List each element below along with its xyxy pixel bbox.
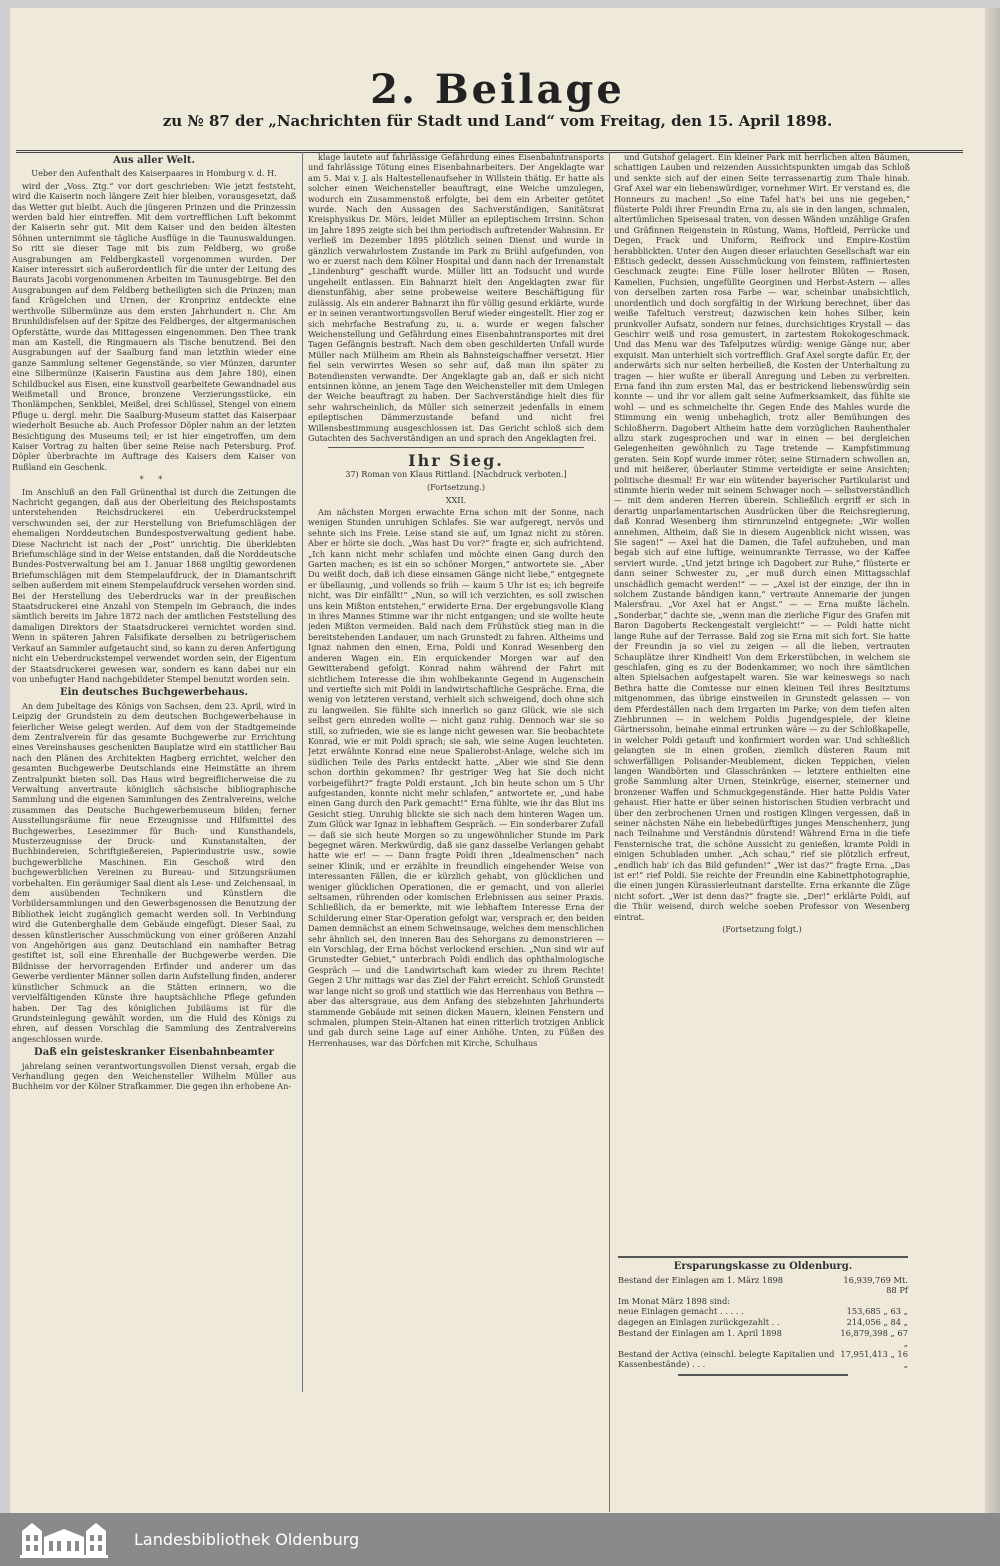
heading-buchgewerbehaus: Ein deutsches Buchgewerbehaus. [59, 687, 249, 699]
story-text-cont: und Gutshof gelagert. Ein kleiner Park mit herrlichen alten Bäumen, schattigen Lauben und reizenden Aussichtspunkten umgab das Schloß und senkte sich auf der einen Seite terrassenartig zum Thale hinab. Graf Axel war ein liebenswürdiger, vornehmer Wirt. Er verstand es, die Honneurs zu machen! „So eine Tafel hat's bei uns nie gegeben,“ flüsterte Poldi ihrer Freundin Erna zu, als sie in den langen, schmalen, altertümlichen Speisesaal traten, von dessen Wänden unzählige Grafen und Gräfinnen Reigenstein in Rüstung, Wams, Hoftleid, Perrücke und Degen, Frack und Uniform, Reifrock und Empire-Kostüm herabblickten. Unter den Augen dieser erlauchten Gesellschaft war ein Eßtisch gedeckt, dessen Ausschmückung von feinstem, raffiniertesten Geschmack zeugte: Eine Fülle loser hellroter Blüten — Rosen, Kamelien, Fuchsien, ungefüllte Georginen und Herbst-Astern — alles von derselben zarten rosa Farbe — war, scheinbar unabsichtlich, unordentlich und doch sorgfältig in der Wirkung berechnet, über das weiße Tafeltuch verstreut; dazwischen kein hohes Silber, kein prunkvoller Aufsatz, sondern nur feines, durchsichtiges Krystall — das Geschirr weiß und rosa gemustert, in zartestem Rokokogeschmack. Und das Menu war des Tafelputzes würdig: wenige Gänge nur, aber exquisit. Man unterhielt sich vortrefflich. Graf Axel sorgte dafür. Er, der anderwärts sich nur selten herbeiließ, die Kosten der Unterhaltung zu tragen — hier wußte er überall Anregung und Leben zu verbreiten. Erna fand ihn zum ersten Mal, das er bestrickend liebenswürdig sein konnte — und ihr vor allem galt seine Aufmerksamkeit, das fühlte sie wohl — und es schmeichelte ihr. Gegen Ende des Mahles wurde die Stimmung ein wenig unbehaglich, trotz aller Bemühungen des Schloßherrn. Dagobert Altheim hatte dem vorzüglichen Rauhenthaler allzu stark zugesprochen und war in einen — bei dergleichen Gelegenheiten gewöhnlich zu Tage tretende — Kampfstimmung geraten. Sein Kopf wurde immer röter, seine Stirnadern schwollen an, und mit heißerer, überlauter Stimme verteidigte er seine Ansichten; politische diesmal! Er war ein wütender bayerischer Partikularist und stimmte hierin weder mit seinem Schwager noch — selbstverständlich — mit dem anderen Herren überein. Schließlich ergriff er sich in derartig unparlamentarischen Ausdrücken über die Reichsregierung, daß Konrad Wesenberg ihm stirnrunzelnd entgegnete: „Wir wollen annehmen, Altheim, daß Sie in diesem Augenblick nicht wissen, was Sie sagen!“ — Axel hat die Damen, die Tafel aufzuheben, und man begab sich auf eine luftige, weinumrankte Terrasse, wo der Kaffee serviert wurde. „Und jetzt bringe ich Dagobert zur Ruhe,“ flüsterte er dann seiner Schwester zu, „er muß durch einen Mittagsschlaf unschädlich gemacht werden!“ — — „Axel ist der einzige, der ihn in solchem Zustande bändigen kann,“ vertraute Annemarie der jungen Malersfrau. „Vor Axel hat er Angst.“ — — Erna mußte lächeln. „Sonderbar,“ dachte sie, „wenn man die zierliche Figur des Grafen mit Baron Dagoberts Reckengestalt vergleicht!“ — — Poldi hatte nicht lange Ruhe auf der Terrasse. Bald zog sie Erna mit sich fort. Sie hatte der Freundin ja so viel zu zeigen — all die lieben, vertrauten Schauplätze ihrer Kindheit! Von dem Erkerstübchen, in welchem sie geschlafen, ging es zu der Bodenkammer, wo noch ihre sämtlichen alten Spielsachen aufgestapelt waren. Sie war keineswegs so nach Bethra hatte die Comtesse nur einen kleinen Teil ihres Besitztums mitgenommen, das übrige einstweilen in Grunstedt gelassen — von dem Pferdeställen nach dem Irrgarten im Parke; von dem tiefen alten Ziehbrunnen — in welchem Poldis Jugendgespiele, der kleine Gärtnerssohn, beinahe einmal ertrunken wäre — zu der Schloßkapelle, in welcher Poldi getauft und konfirmiert worden war. Und schließlich gelangten sie in einen großen, ziemlich düsteren Raum mit schwerfälligen Polisander-Meublement, dicken Teppichen, vielen langen Wandbörten und Glasschränken — letztere enthielten eine große Sammlung alter Urnen, Steinkrüge, eiserner, steinerner und bronzener Waffen und Schmuckgegenstände. Hier hatte Poldis Vater gehaust. Hier hatte er über seinen historischen Studien verbracht und über den zerbrochenen Urnen und rostigen Klingen vergessen, daß in seiner nächsten Nähe ein liebebedürftiges junges Menschenherz, jung nach Teilnahme und Verständnis dürstend! Während Erna in die tiefe Fensternische trat, die schöne Aussicht zu genießen, kramte Poldi in einigen Schubladen umher. „Ach schau,“ rief sie plötzlich erfreut, „endlich hab' ich das Bild gefunden!“ „Wer ist das?“ fragte Erna. „Das ist er!“ rief Poldi. Sie reichte der Freundin eine Kabinettphotographie, die einen jungen Kürassierleutnant darstellte. Erna erkannte die Züge nicht sofort. „Wer ist denn das?“ fragte sie. „Der!“ erklärte Poldi, auf die Thür weisend, durch welche soeben Professor von Wesenberg eintrat. [614, 152, 910, 922]
bank-row [618, 1306, 908, 1317]
separator-stars: * * [139, 474, 169, 485]
library-name: Landesbibliothek Oldenburg [134, 1530, 360, 1549]
story-to-be-continued: (Fortsetzung folgt.) [722, 924, 802, 935]
bank-row-label: Im Monat März 1898 sind: [618, 1295, 731, 1306]
story-byline [308, 469, 604, 480]
rule [678, 1374, 848, 1376]
story-text: Am nächsten Morgen erwachte Erna schon mit der Sonne, nach wenigen Stunden unruhigen Schlafes. Sie war aufgeregt, nervös und sehnte sich ins Freie. Leise stand sie auf, um Ignaz nicht zu stören. Aber er hörte sie doch. „Was hast Du vor?“ fragte er, sich aufrichtend. „Ich kann nicht mehr schlafen und möchte einen Gang durch den Garten machen; es ist ein so schöner Morgen,“ antwortete sie. „Aber Du weißt doch, daß ich diese einsamen Gänge nicht liebe,“ entgegnete er übellaunig, „und vollends so früh — kaum 5 Uhr ist es; ich begreife nicht, was Dir einfällt!“ „Nun, so will ich verzichten, es soll zwischen uns kein Mißton entstehen,“ erwiderte Erna. Der ergebungsvolle Klang in ihres Mannes Stimme war ihr nicht entgangen; und sie wollte heute jeden Mißton vermeiden. Bald nach dem Frühstück stieg man in die bereitstehenden Landauer, um nach Grunstedt zu fahren. Altheims und Ignaz nahmen den einen, Erna, Poldi und Konrad Wesenberg den anderen Wagen ein. Ein erquickender Morgen war auf den Gewitterabend gefolgt. Konrad nahm während der Fahrt mit sichtlichem Interesse die ihm wohlbekannte Gegend in Augenschein und vertiefte sich mit Poldi in landwirtschaftliche Gespräche. Erna, die wenig von letzteren verstand, verhielt sich schweigend, doch ohne sich zu langweilen. Sie fühlte sich innerlich so ganz Glück, wie sie sich selbst gern einreden wollte — nicht ganz ruhig. Dennoch war sie so still, so zufrieden, wie sie es lange nicht gewesen war. Sie beobachtete Konrad, wie er mit Poldi sprach; sie sah, wie seine Augen leuchteten. Jetzt erwähnte Konrad eine neue Spalierobst-Anlage, welche sich im südlichen Teile des Parks entdeckt hatte. „Aber wie sind Sie denn schon dorthin gekommen? Ihr gestriger Weg hat Sie doch nicht vorbeigeführt?“ fragte Poldi erstaunt. „Ich bin heute schon um 5 Uhr aufgestanden, konnte nicht mehr schlafen,“ antwortete er, „und habe einen Gang durch den Park gemacht!“ Erna fühlte, wie ihr das Blut ins Gesicht stieg. Unruhig blickte sie sich nach dem hinteren Wagen um. Zum Glück war Ignaz in lebhaftem Gespräch. — Ein sonderbarer Zufall — daß sie sich heute Morgen so zu ungewöhnlicher Stunde im Park begegnet wären. Merkwürdig, daß sie ganz dasselbe Verlangen gehabt hatte wie er! — — Dann fragte Poldi ihren „Idealmenschen“ nach seiner Klinik, und er erzählte in freundlich eingehender Weise von interessanten Fällen, die er kürzlich gehabt, von glücklichen und weniger glücklichen Operationen, die er gemacht, und von allerlei seltsamen, rührenden oder komischen Erlebnissen aus seiner Praxis. Schließlich, da er bemerkte, mit wie lebhaftem Interesse Erna der Schilderung einer Star-Operation gefolgt war, versprach er, den beiden Damen demnächst an einem Schweinsauge, welches dem menschlichen sehr ähnlich sei, den inneren Bau des Sehorgans zu demonstrieren — ein Vorschlag, der Erna höchst verlockend erschien. „Nun sind wir auf Grunstedter Gebiet,“ unterbrach Poldi endlich das ophthalmologische Gespräch — und die Landwirtschaft kam wieder zu ihrem Rechte! Gegen 2 Uhr mittags war das Ziel der Fahrt erreicht. Schloß Grunstedt war lange nicht so groß und stattlich wie das Herrenhaus von Bethra — aber das altersgraue, aus dem Anfang des siebzehnten Jahrhunderts stammende Gebäude mit seinen dicken Mauern, kleinen Fenstern und schmalen, plumpen Stein-Altanen hat einen ritterlich trotzigen Anblick und gab durch seine Lage auf einer Anhöhe. Unten, zu Füßen des Herrenhauses, war das Dörfchen mit Kirche, Schulhaus [308, 507, 604, 1048]
bank-row-value: 17,951,413 „ 16 „ [840, 1348, 908, 1370]
bank-row [618, 1275, 908, 1296]
column-divider-1 [302, 152, 303, 1392]
page-subtitle: zu № 87 der „Nachrichten für Stadt und Land“ vom Freitag, den 15. April 1898. [162, 112, 833, 130]
heading-aus-aller-welt: Aus aller Welt. [112, 155, 195, 166]
bank-row-value: 153,685 „ 63 „ [846, 1306, 908, 1317]
story-reprint-note: [Nachdruck verboten.] [473, 468, 567, 479]
rule [618, 1256, 908, 1258]
bank-row-label: Bestand der Einlagen am 1. März 1898 [618, 1274, 784, 1285]
bank-row-value: 16,879,398 „ 67 „ [840, 1327, 908, 1349]
savings-bank-title: Ersparungskasse zu Oldenburg. [673, 1261, 853, 1272]
article-buchgewerbehaus: An dem Jubeltage des Königs von Sachsen, dem 23. April, wird in Leipzig der Grundstein zu dem deutschen Buchgewerbehause in feierlicher Weise gelegt werden. Auf dem von der Stadtgemeinde dem Zentralverein für das gesamte Buchgewerbe zur Errichtung eines Vereinshauses geschenkten Bauplatze wird ein stattlicher Bau nach den Plänen des Architekten Hagberg errichtet, welcher den gesamten Buchgewerbe Deutschlands eine Heimstätte an ihrem Zentralpunkt bieten soll. Das Haus wird begreiflicherweise die zu Verwaltung anvertraute königlich sächsische bibliographische Sammlung und die eigenen Sammlungen des Zentralvereins, welche zusammen das Deutsche Buchgewerbemuseum bilden; ferner Ausstellungsräume für neue Erzeugnisse und Hilfsmittel des Buchgewerbes, Lesezimmer für Buch- und Kunsthandels, Musterzeugnisse der Druck- und Kunstanstalten, der Buchbindereien, Schriftgießereien, Papierindustrie usw., sowie buchgewerbliche Maschinen. Ein Geschoß wird den buchgewerblichen Vereinen zu Bureau- und Sitzungsräumen vorbehalten. Ein geräumiger Saal dient als Lese- und Zeichensaal, in dem ausübenden Technikern und Künstlern die Vorbildersammlungen und den Gewerbsgenossen die Benutzung der Bibliothek leicht zugänglich gemacht werden soll. In Verbindung wird die Gutenberghalle dem Gebäude eingefügt. Dieser Saal, zu dessen künstlerischer Ausschmückung von einer größeren Anzahl von Angehörigen aus ganz Deutschland ein namhafter Betrag gestiftet ist, soll eine Ehrenhalle der Buchgewerbe werden. Die Bildnisse der hervorragenden Erfinder und anderer um das Gewerbe verdienter Männer sollen darin Aufstellung finden, anderer künstlicher Schmuck an die Stätten erinnern, wo die vervielfältigenden Künste ihre hauptsächliche Pflege gefunden haben. Der Tag des königlichen Jubiläums ist für die Grundsteinlegung gewählt worden, um die Huld des Königs zu ehren, auf dessen Vorschlag die Sammlung des Zentralvereins angeschlossen wurde. [12, 700, 296, 1044]
bank-row [618, 1296, 908, 1307]
bank-row-value: 214,056 „ 84 „ [846, 1316, 908, 1327]
story-chapter: XXII. [445, 494, 467, 505]
subheading-kaiserpaar: Ueber den Aufenthalt des Kaiserpaares in Homburg v. d. H. [31, 168, 277, 179]
page-title: 2. Beilage [370, 66, 625, 113]
bank-row-label: Bestand der Einlagen am 1. April 1898 [618, 1327, 782, 1338]
library-footer [0, 1513, 1000, 1566]
library-building-icon [20, 1521, 108, 1559]
bank-row [618, 1349, 908, 1370]
article-eisenbahnbeamter-cont: klage lautete auf fahrlässige Gefährdung eines Eisenbahntransports und fahrlässige Tötung eines Eisenbahnarbeiters. Der Angeklagte war am 5. Mai v. J. als Haltestellenaufseher in Willstein thätig. Er hatte als solcher einen Weichensteller beauftragt, eine Weiche umzulegen, wodurch ein Zusammenstoß erfolgte, bei dem ein Arbeiter getötet wurde. Nach den Aussagen des Sachverständigen, Sanitätsrat Kreisphysikus Dr. Mörs, leidet Müller an epileptischem Irrsinn. Schon im Jahre 1895 zeigte sich bei ihm periodisch auftretender Wahnsinn. Er verließ im Dezember 1895 plötzlich seinen Dienst und wurde in gänzlich verwahrlostem Zustande im Park zu Brühl aufgefunden, von wo er zuerst nach dem Kölner Hospital und dann nach der Irrenanstalt „Lindenburg“ geschafft wurde. Müller litt an Todsucht und wurde ungeheilt entlassen. Ein Bahnarzt hielt den Angeklagten zwar für dienstunfähig, aber seine probeweise weitere Beschäftigung für zulässig. Als ein anderer Bahnarzt ihn für völlig gesund erklärte, wurde er in seinen verantwortungsvollen Beruf wieder eingestellt. Hier zog er sich mehrfache Bestrafung zu, u. a. wurde er wegen falscher Weichenstellung und Gefährdung eines Eisenbahntransportes mit drei Tagen Gefängnis bestraft. Nach dem oben geschilderten Unfall wurde Müller nach Mülheim am Rhein als Bahnsteigschaffner versetzt. Hier fiel sein verwirrtes Wesen so sehr auf, daß man ihn später zu Botendiensten verwandte. Der Angeklagte gab an, daß er sich nicht entsinnen könne, an jenem Tage den Weichensteller mit dem Umlegen der Weiche beauftragt zu haben. Der Sachverständige hielt dies für sehr wahrscheinlich, da Müller sich seinerzeit jedenfalls in einem epileptischen Dämmerzustande befand und nicht frei Willensbestimmung ausgeschlossen ist. Das Gericht schloß sich dem Gutachten des Sachverständigen an und sprach den Angeklagten frei. [308, 152, 604, 443]
bank-row-label: dagegen an Einlagen zurückgezahlt . . [618, 1316, 780, 1327]
bank-row-label: Bestand der Activa (einschl. belegte Kapitalien und Kassenbestände) . . . [618, 1348, 835, 1370]
article-kaiserpaar: wird der „Voss. Ztg.“ vor dort geschrieben: Wie jetzt feststeht, wird die Kaiserin noch längere Zeit hier bleiben, vorausgesetzt, daß das Wetter gut bleibt. Auch die jüngeren Prinzen und die Prinzessin werden bald hier eintreffen. Mit dem vortrefflichen Luft bekommt der Kaiserin sehr gut. Mit dem Kaiser und den beiden ältesten Söhnen unternimmt sie tägliche Ausflüge in die Taunuswaldungen. So ritt sie dieser Tage mit bis zum Feldberg, wo große Ausgrabungen am Feldbergkastell vorgenommen wurden. Der Kaiser interessirt sich außerordentlich für die unter der Leitung des Baurats Jacobi vorgenommenen Arbeiten im Taunusgebirge. Bei den Ausgrabungen auf dem Feldberg betheiligten sich die Prinzen; man fand Krügelchen und Urnen, der Kronprinz entdeckte eine werthvolle Silbermünze aus dem ersten Jahrhundert n. Chr. Am Brunhildisfelsen auf der Spitze des Feldberges, der altgermanischen Opferstätte, wurde das Mittagessen eingenommen. Den Thee trank man am Kastell, die Ringmauern als Tische benutzend. Bei den Ausgrabungen auf der Saalburg fand man letzthin wieder eine ganze Sammlung seltener Gegenstände, so vier Münzen, darunter eine Silbermünze (Kaiserin Faustina aus dem Jahre 180), einen Schildbuckel aus Eisen, eine kunstvoll gearbeitete Gewandnadel aus Weißmetall und Bronce, bronzene Verzierungsstücke, ein Thonlämpchen, Senkblei, Meißel, drei Schlüssel, Stengel von einem Pfluge u. dergl. mehr. Die Saalburg-Museum stattet das Kaiserpaar wiederholt Besuche ab. Auch Professor Döpler nahm an der letzten Besichtigung des Museums teil; er ist hier eingetroffen, um dem Kaiser Vortrag zu halten über seine Reise nach Petersburg. Prof. Döpler überbrachte im Auftrage des Kaisers dem Kaiser von Rußland ein Geschenk. [12, 180, 296, 472]
column-3 [614, 152, 910, 1252]
story-continuation: (Fortsetzung.) [426, 482, 486, 493]
article-eisenbahnbeamter: jahrelang seinen verantwortungsvollen Dienst versah, ergab die Verhandlung gegen den Weichensteller Wilhelm Müller aus Buchheim vor der Kölner Strafkammer. Die gegen ihn erhobene An- [12, 1060, 296, 1092]
bank-row [618, 1328, 908, 1349]
bank-row [618, 1317, 908, 1328]
bank-row-value: 16,939,769 Mt. 88 Pf [843, 1274, 908, 1296]
bank-row-label: neue Einlagen gemacht . . . . . [618, 1306, 744, 1317]
column-2 [308, 152, 604, 1402]
story-number: 37) [345, 469, 359, 479]
rule [328, 447, 584, 448]
scan-edge [985, 8, 1000, 1513]
savings-bank-notice [618, 1256, 908, 1380]
column-divider-2 [609, 152, 610, 1512]
heading-eisenbahnbeamter: Daß ein geisteskranker Eisenbahnbeamter [34, 1047, 274, 1059]
story-author: Roman von Klaus Rittland. [361, 468, 471, 479]
article-gruenenthal: Im Anschluß an den Fall Grünenthal ist durch die Zeitungen die Nachricht gegangen, daß aus der Oberleitung des Reichspostamts unterstehenden Reichsdruckerei ein Ueberdruckstempel verschwunden sei, der zur Herstellung von Briefumschlägen der ehemaligen Norddeutschen Bundespostverwaltung gedient habe. Diese Nachricht ist nach der „Post“ unrichtig. Die überklebten Briefumschläge sind in der Weise entstanden, daß die Norddeutsche Bundes-Postverwaltung bei am 1. Januar 1868 ungiltig gewordenen Briefumschlägen mit dem Stempelaufdruck, der in Diamantschrift selben außerdem mit einem Stempelaufdruck versehen worden sind. Bei der Herstellung des Ueberdrucks war in der preußischen Staatsdruckerei eine Anzahl von Stempeln im Gebrauch, die indes sämtlich bereits im Jahre 1872 nach der amtlichen Feststellung des damaligen Direktors der Staatsdruckerei vernichtet worden sind. Wenn in späteren Jahren Falsifikate derselben zu betrügerischem Verkauf an Sammler aufgetaucht sind, so kann zu deren Anfertigung nicht ein Ueberdruckstempel verwendet worden sein, der Eigentum der Staatsdruckerei gewesen war, sondern es kann dabei nur ein von unbefugter Hand nachgebildeter Stempel benutzt worden sein. [12, 486, 296, 684]
column-1 [12, 152, 296, 1352]
story-title: Ihr Sieg. [408, 451, 504, 471]
bank-row-value [836, 1296, 908, 1307]
